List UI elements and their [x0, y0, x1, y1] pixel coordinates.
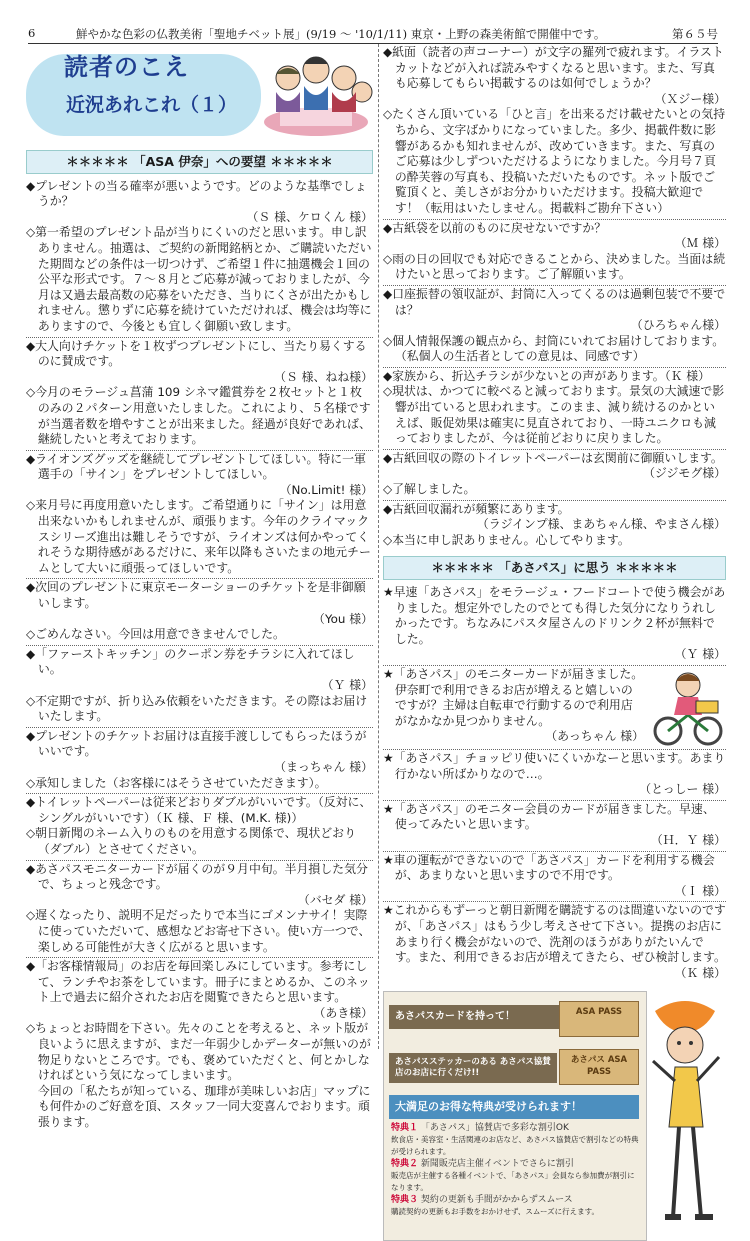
perk-title: 契約の更新も手間がかからずスムース — [420, 1195, 573, 1206]
asapass-advertisement — [383, 991, 726, 1239]
question-text: ◆口座振替の領収証が、封筒に入ってくるのは過剰包装で不要では？ — [383, 286, 726, 317]
ad-perk — [391, 1159, 639, 1194]
answer-text: ◇ごめんなさい。今回は用意できませんでした。 — [26, 627, 285, 642]
answer-text: ◇来月号に再度用意いたします。ご希望通りに「サイン」は用意出来ないかもしれませんが、頑張ります。今年のクライマックスシリーズ進出は難しそうですが、ライオンズは何かやってくれそうな期待感があるだけに、来年以降もさいたまの地元チームとして大いに頑張ってほしいです。 — [26, 498, 371, 575]
qa-entry — [26, 794, 373, 860]
page-subtitle: 近況あれこれ（１） — [66, 94, 238, 116]
perk-label: 特典２ — [391, 1159, 419, 1170]
qa-entry — [383, 501, 726, 551]
question-attribution: （Ｙ 様） — [321, 678, 373, 692]
left-column — [26, 48, 373, 1133]
qa-entry — [26, 728, 373, 794]
comment-text: ★「あさパス」のモニターカードが届きました。伊奈町で利用できるお店が増えると嬉しいのですが？主婦は自転車で行動するので利用店がなかなか見つかりません。 — [383, 666, 644, 728]
answer-text: ◇承知しました（お客様にはそうさせていただきます）。 — [26, 775, 327, 790]
question-text: ◆あさパスモニターカードが届くのが９月中旬。半月損した気分で、ちょっと残念です。 — [26, 861, 368, 892]
ad-benefits-banner: 大満足のお得な特典が受けられます！ — [389, 1095, 639, 1119]
question-text: ◆古紙回収の際のトイレットペーパーは玄関前に御願いします。 — [383, 450, 723, 465]
mascot-illustration — [645, 991, 727, 1239]
question-text: ◆ライオンズグッズを継続してプレゼントしてほしい。特に一軍選手の「サイン」をプレゼントしてほしい。 — [26, 451, 366, 482]
answer-text: ◇雨の日の回収でも対応できることから、決めました。当面は続けたいと思っております。ご了解願います。 — [383, 251, 726, 282]
answer-text: ◇朝日新聞のネーム入りのものを用意する関係で、現状どおり（ダブル）とさせてください。 — [26, 826, 356, 856]
comment-attribution: （Ｋ 様） — [674, 965, 726, 980]
asapass-card-image: ASA PASS — [559, 1001, 639, 1037]
comment-entry — [383, 584, 726, 666]
page-header — [28, 22, 718, 44]
perk-label: 特典３ — [391, 1195, 419, 1206]
ad-perk — [391, 1123, 639, 1158]
asapass-sticker-image: あさパス ASA PASS — [559, 1049, 639, 1085]
qa-entry — [26, 958, 373, 1133]
comment-attribution: （Ｙ 様） — [674, 647, 726, 662]
question-attribution: （まっちゃん 様） — [274, 759, 373, 774]
question-attribution: （バセダ 様） — [297, 892, 373, 907]
question-text: ◆プレゼントのチケットお届けは直接手渡ししてもらったほうがいいです。 — [26, 728, 367, 759]
question-text: ◆次回のプレゼントに東京モーターショーのチケットを是非御願いします。 — [26, 580, 366, 611]
question-text: ◆古紙袋を以前のものに戻せないですか？ — [383, 220, 607, 235]
page-title: 読者のこえ — [64, 53, 189, 81]
answer-text: ◇不定期ですが、折り込み依頼をいただきます。その際はお届けいたします。 — [26, 693, 368, 724]
readers-illustration — [258, 48, 373, 140]
cyclist-illustration — [648, 667, 726, 747]
question-attribution: （No.Limit! 様） — [279, 482, 373, 497]
header-text: 鮮やかな色彩の仏教美術「聖地チベット展」(9/19 〜 '10/1/11) 東京・上野の森美術館で開催中です。 — [76, 27, 606, 41]
comment-entry — [383, 666, 726, 750]
qa-entry — [383, 44, 726, 220]
qa-entry — [26, 646, 373, 728]
comment-text: ★「あさパス」チョッピリ使いにくいかなーと思います。あまり行かない所ばかりなので…。 — [383, 750, 726, 781]
qa-entry — [383, 450, 726, 501]
answer-text: ◇第一希望のプレゼント品が当りにくいのだと思います。申し訳ありません。抽選は、ご契約の新聞銘柄とか、ご購読いただいた期間などの条件は一切つけず、ご希望１件に抽選機会１回の公平な形式です。７〜８月とご応募が減っておりましたが、今月は又過去最高数の応募をいただき、当りにくさが出たかもしれません。懲りずに応募を続けていただければ、機会は均等にありますので、今後とも宜しく御願い致します。 — [26, 225, 372, 333]
question-attribution: （ひろちゃん様） — [630, 318, 726, 333]
question-text: ◆プレゼントの当る確率が悪いようです。どのような基準でしょうか？ — [26, 178, 367, 209]
question-text: ◆家族から、折込チラシが少ないとの声があります。（Ｋ 様） — [383, 368, 711, 383]
question-text: ◆トイレットペーパーは従来どおりダブルがいいです。（反対に、シングルがいいです）（Ｋ 様、Ｆ 様、(M.K. 様)） — [26, 795, 372, 825]
page-number: 6 — [28, 26, 36, 40]
question-attribution: （あき様） — [313, 1005, 373, 1020]
ad-subline: あさパスステッカーのある あさパス協賛店のお店に行くだけ!! — [389, 1053, 557, 1083]
answer-text: ◇了解しました。 — [383, 482, 476, 497]
comment-text: ★「あさパス」のモニター会員のカードが届きました。早速、使ってみたいと思います。 — [383, 801, 715, 832]
answer-text: ◇遅くなったり、説明不足だったりで本当にゴメンナサイ！実際に使っていただいて、感想などお寄せ下さい。使い方一つで、楽しめる可能性が大きく広がると思います。 — [26, 908, 371, 954]
comment-attribution: （Ｉ 様） — [674, 883, 726, 898]
question-attribution: （Ｍ 様） — [674, 236, 726, 251]
comment-text: ★これからもずーっと朝日新聞を購読するのは間違いないのですが、「あさパス」はもう少し考えさせて下さい。提携のお店にあまり行く機会がないので、洗剤のほうがありがたいんです。また、利用できるお店が増えてきたら、ぜひ検討します。 — [383, 903, 726, 965]
answer-text: ◇ちょっとお時間を下さい。先々のことを考えると、ネット版が良いように思えますが、まだ一年弱少しかデーターが無いのが物足りないところです。でも、褒めていただくと、何とかしなければという気になってしまいます。 — [26, 1021, 371, 1083]
answer-text-continued: 今回の「私たちが知っている、珈琲が美味しいお店」マップにも何件かのご好意を頂、スタッフ一同大変喜んでおります。頑張ります。 — [37, 1083, 371, 1130]
question-text: ◆「ファーストキッチン」のクーポン券をチラシに入れてほしい。 — [26, 646, 355, 677]
question-text: ◆大人向けチケットを１枚ずつプレゼントにし、当たり易くするのに賛成です。 — [26, 338, 367, 369]
qa-entry — [383, 368, 726, 450]
perk-title: 新聞販売店主催イベントでさらに割引 — [420, 1159, 574, 1170]
question-text: ◆古紙回収漏れが頻繁にあります。 — [383, 501, 570, 516]
issue-number: 第６５号 — [672, 27, 718, 41]
comment-text: ★早速「あさパス」をモラージュ・フードコートで使う機会がありました。想定外でしたのでとても得した気分になりうれしかったです。ちなみにパスタ屋さんのドリンク２杯が無料でした。 — [383, 585, 726, 646]
qa-entry — [26, 338, 373, 451]
question-attribution: （Ｘジー様） — [654, 91, 726, 106]
qa-entry — [26, 451, 373, 580]
comment-entry — [383, 801, 726, 852]
qa-entry — [26, 178, 373, 338]
question-attribution: （Ｓ 様、ねね様） — [274, 369, 373, 384]
perk-desc: 販売店が主催する各種イベントで、「あさパス」会員なら参加費が割引になります。 — [391, 1171, 635, 1193]
section-heading-requests: ＊＊＊＊＊ 「ASA 伊奈」への要望 ＊＊＊＊＊ — [26, 150, 373, 174]
question-attribution: （You 様） — [313, 611, 373, 626]
ad-perk — [391, 1195, 639, 1218]
answer-text: ◇現状は、かつてに較べると減っております。景気の大減速で影響が出ていると思われます。このまま、減り続けるのかといえば、販促効果は確実に見直されており、一時ユニクロも減っておりましたが、今は従前どおりに戻りました。 — [383, 384, 725, 446]
comment-entry — [383, 750, 726, 801]
comment-entry — [383, 902, 726, 983]
answer-text: ◇たくさん頂いている「ひと言」を出来るだけ載せたいとの気持ちから、文字ばかりになっていました。多少、掲載件数に影響があるかも知れませんが、改めていきます。また、写真のご応募は少しずついただけるようになりました。今月号７頁の酔芙蓉の写真も、投稿いただいたものです。ネット版でご覧頂くと、美しさがお分かりいただけます。投稿大歓迎です！（転用はいたしません。掲載料ご勘弁下さい） — [383, 107, 726, 215]
question-attribution: （ラジインプ様、まあちゃん様、やまさん様） — [476, 517, 726, 532]
perk-label: 特典１ — [391, 1123, 419, 1134]
qa-entry — [26, 861, 373, 959]
perk-desc: 飲食店・美容室・生活関連のお店など、あさパス協賛店で割引などの特典が受けられます。 — [391, 1135, 639, 1157]
ad-headline: あさパスカードを持って！ — [389, 1005, 639, 1029]
qa-entry — [383, 286, 726, 368]
column-divider — [378, 44, 379, 1049]
perk-title: 「あさパス」協賛店で多彩な割引OK — [420, 1123, 569, 1134]
question-attribution: （Ｓ 様、ケロくん 様） — [246, 209, 373, 224]
perk-desc: 購読契約の更新もお手数をおかけせず、スムーズに行えます。 — [391, 1207, 600, 1217]
answer-text: ◇個人情報保護の観点から、封筒にいれてお届けしております。（私個人の生活者としての意見は、同感です） — [383, 333, 725, 364]
question-text: ◆紙面（読者の声コーナー）が文字の羅列で疲れます。イラストカットなどが入れば読みやすくなると思います。また、写真も応募してもらい掲載するのは如何でしょうか？ — [383, 45, 724, 91]
answer-text: ◇本当に申し訳ありません。心してやります。 — [383, 532, 630, 547]
comment-text: ★車の運転ができないので「あさパス」カードを利用する機会が、あまりないと思いますので不用です。 — [383, 852, 715, 883]
qa-entry — [26, 579, 373, 645]
title-block — [26, 48, 373, 144]
comment-attribution: （あっちゃん 様） — [545, 729, 644, 744]
question-text: ◆「お客様情報局」のお店を毎回楽しみにしています。参考にして、ランチやお茶をしています。冊子にまとめるか、このネット上で過去に紹介されたお店を閲覧できたらと思います。 — [26, 959, 370, 1005]
answer-text: ◇今月のモラージュ菖蒲 109 シネマ鑑賞券を２枚セットと１枚のみの２パターン用意いたしました。これにより、５名様ですが当選者数を増やすことが出来ました。経過が良好であれば、継続したいと考えております。 — [26, 385, 371, 447]
qa-entry — [383, 220, 726, 286]
comment-attribution: （Ｈ．Ｙ 様） — [650, 832, 726, 847]
comment-attribution: （とっしー 様） — [639, 782, 726, 797]
section-heading-asapass: ＊＊＊＊＊ 「あさパス」に思う ＊＊＊＊＊ — [383, 556, 726, 580]
comment-entry — [383, 852, 726, 903]
question-attribution: （ジジモグ様） — [643, 466, 726, 481]
